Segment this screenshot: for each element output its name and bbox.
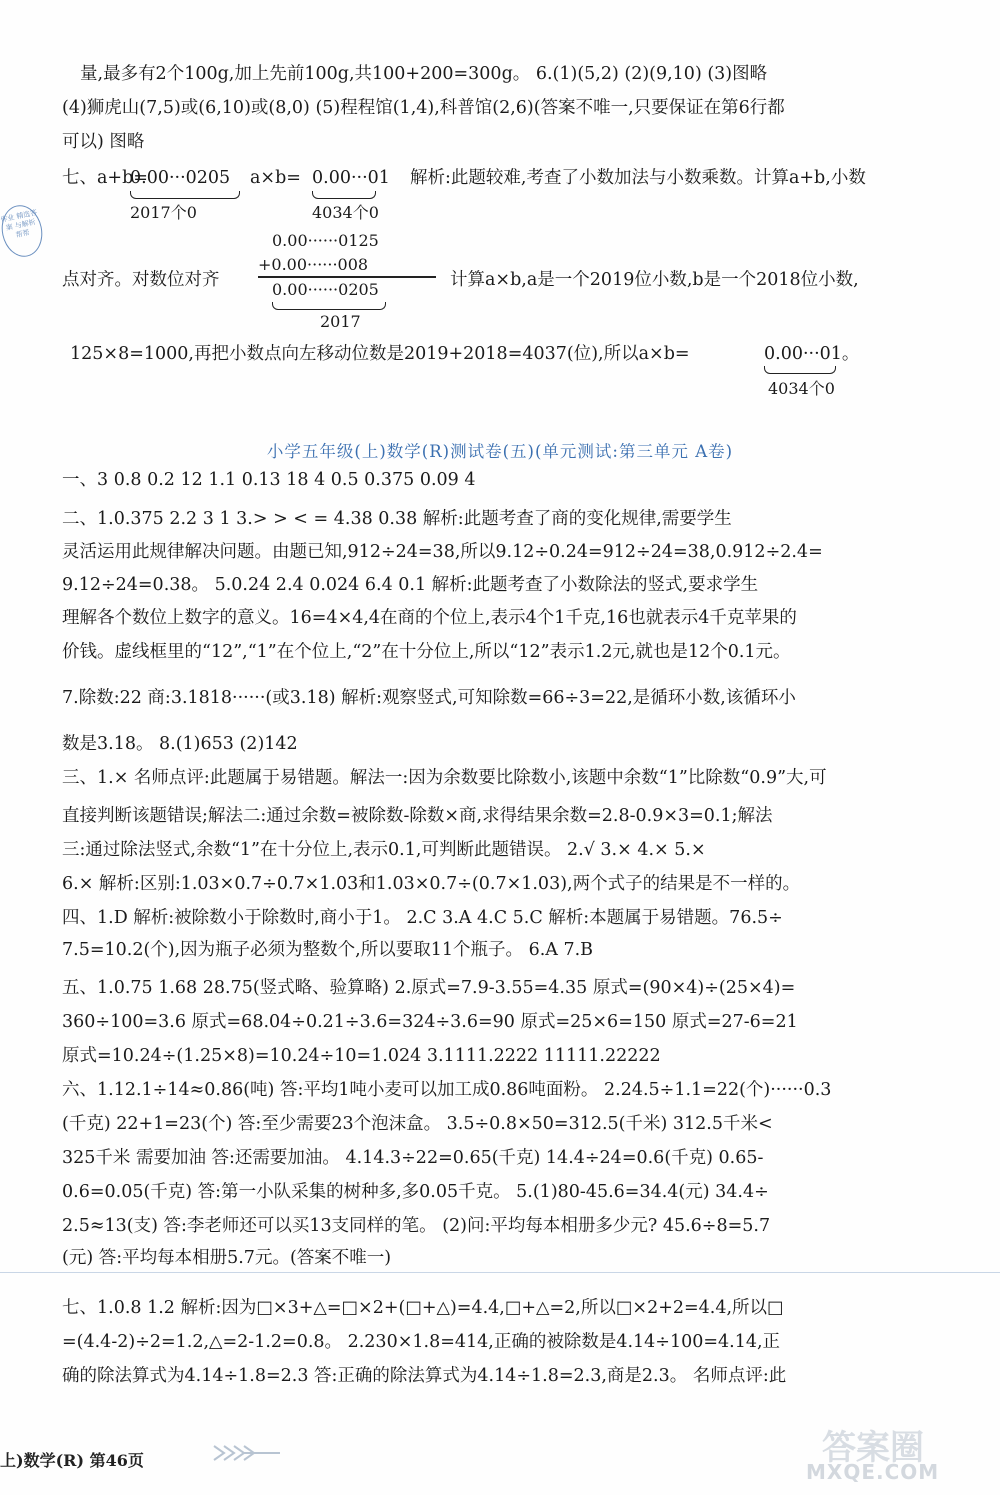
vertical-row-1: 0.00······0125 (272, 231, 379, 250)
answer-line-25: =(4.4-2)÷2=1.2,△=2-1.2=0.8。 2.230×1.8=414,正确的被除数是4.14÷100=4.14,正 (62, 1332, 781, 1352)
answer-line-11: 三:通过除法竖式,余数“1”在十分位上,表示0.1,可判断此题错误。 2.√ 3.× 4.× 5.× (62, 840, 706, 860)
vertical-sum-rule (258, 276, 436, 278)
answer-line-4: 9.12÷24=0.38。 5.0.24 2.4 0.024 6.4 0.1 解析:此题考查了小数除法的竖式,要求学生 (62, 575, 759, 595)
underbrace-sum (130, 191, 240, 199)
underbrace-product (312, 191, 376, 199)
answer-line-19: (千克) 22+1=23(个) 答:至少需要23个泡沫盒。 3.5÷0.8×50=312.5(千米) 312.5千米< (62, 1114, 773, 1134)
sum-zero-count: 2017个0 (130, 203, 197, 222)
product-result: 0.00···01 (312, 168, 390, 188)
answer-line-6: 价钱。虚线框里的“12”,“1”在个位上,“2”在十分位上,所以“12”表示1.2元,就也是12个0.1元。 (62, 642, 791, 662)
answer-line-3: 灵活运用此规律解决问题。由题已知,912÷24=38,所以9.12÷0.24=912÷24=38,0.912÷2.4= (62, 542, 823, 562)
seven-a-plus-b: 七、a+b= (62, 168, 148, 188)
final-zero-count: 4034个0 (768, 379, 835, 398)
line-5b: 计算a×b,a是一个2019位小数,b是一个2018位小数, (450, 270, 859, 290)
page-footer: 上)数学(R) 第46页 (0, 1451, 144, 1470)
vertical-row-2: +0.00······008 (258, 255, 369, 274)
answer-line-2: 二、1.0.375 2.2 3 1 3.> > < = 4.38 0.38 解析:此题考查了商的变化规律,需要学生 (62, 509, 732, 529)
underbrace-final (764, 366, 836, 374)
answer-line-18: 六、1.12.1÷14≈0.86(吨) 答:平均1吨小麦可以加工成0.86吨面粉。 2.24.5÷1.1=22(个)······0.3 (62, 1080, 832, 1100)
answer-line-26: 确的除法算式为4.14÷1.8=2.3 答:正确的除法算式为4.14÷1.8=2.3,商是2.3。 名师点评:此 (62, 1366, 787, 1386)
answer-line-20: 325千米 需要加油 答:还需要加油。 4.14.3÷22=0.65(千克) 14.4÷24=0.6(千克) 0.65- (62, 1148, 764, 1168)
section-divider (0, 1272, 1000, 1273)
answer-line-7: 7.除数:22 商:3.1818······(或3.18) 解析:观察竖式,可知除数=66÷3=22,是循环小数,该循环小 (62, 688, 796, 708)
answer-line-9: 三、1.× 名师点评:此题属于易错题。解法一:因为余数要比除数小,该题中余数“1”比除数“0.9”大,可 (62, 768, 827, 788)
line-3: 可以) 图略 (62, 132, 145, 152)
answer-line-23: (元) 答:平均每本相册5.7元。(答案不唯一) (62, 1248, 392, 1268)
answer-line-15: 五、1.0.75 1.68 28.75(竖式略、验算略) 2.原式=7.9-3.55=4.35 原式=(90×4)÷(25×4)= (62, 978, 796, 998)
answer-line-1: 一、3 0.8 0.2 12 1.1 0.13 18 4 0.5 0.375 0.09 4 (62, 470, 476, 490)
answer-line-14: 7.5=10.2(个),因为瓶子必须为整数个,所以要取11个瓶子。 6.A 7.B (62, 940, 594, 960)
line-2: (4)狮虎山(7,5)或(6,10)或(8,0) (5)程程馆(1,4),科普馆(2,6)(答案不唯一,只要保证在第6行都 (62, 98, 785, 118)
answer-line-5: 理解各个数位上数字的意义。16=4×4,4在商的个位上,表示4个1千克,16也就表示4千克苹果的 (62, 608, 797, 628)
vertical-row-3: 0.00······0205 (272, 280, 379, 299)
product-zero-count: 4034个0 (312, 203, 379, 222)
answer-line-24: 七、1.0.8 1.2 解析:因为□×3+△=□×2+(□+△)=4.4,□+△=2,所以□×2+2=4.4,所以□ (62, 1298, 784, 1318)
answer-line-12: 6.× 解析:区别:1.03×0.7÷0.7×1.03和1.03×0.7÷(0.7×1.03),两个式子的结果是不一样的。 (62, 874, 801, 894)
answer-line-22: 2.5≈13(支) 答:李老师还可以买13支同样的笔。 (2)问:平均每本相册多少元? 45.6÷8=5.7 (62, 1216, 771, 1236)
watermark-url: MXQE.COM (806, 1460, 940, 1484)
watermark-logo: 答案圈 (822, 1428, 924, 1468)
line-6b: 0.00···01。 (764, 344, 860, 364)
vertical-zero-count: 2017 (320, 312, 361, 331)
line-6a: 125×8=1000,再把小数点向左移动位数是2019+2018=4037(位),所以a×b= (70, 344, 690, 364)
stamp-logo: 作业 精选答案 与解析 帮帮 (0, 201, 47, 260)
answer-line-13: 四、1.D 解析:被除数小于除数时,商小于1。 2.C 3.A 4.C 5.C 解析:本题属于易错题。76.5÷ (62, 908, 783, 928)
seven-a-times-b: a×b= (250, 168, 301, 188)
answer-line-10: 直接判断该题错误;解法二:通过余数=被除数-除数×商,求得结果余数=2.8-0.9×3=0.1;解法 (62, 806, 773, 826)
line-5a: 点对齐。对数位对齐 (62, 270, 220, 290)
answer-line-21: 0.6=0.05(千克) 答:第一小队采集的树种多,多0.05千克。 5.(1)80-45.6=34.4(元) 34.4÷ (62, 1182, 769, 1202)
answer-line-17: 原式=10.24÷(1.25×8)=10.24÷10=1.024 3.1111.2222 11111.22222 (62, 1046, 661, 1066)
line-1: 量,最多有2个100g,加上先前100g,共100+200=300g。 6.(1)(5,2) (2)(9,10) (3)图略 (80, 64, 768, 84)
chevron-arrows-icon (212, 1440, 282, 1466)
section-title: 小学五年级(上)数学(R)测试卷(五)(单元测试:第三单元 A卷) (266, 442, 734, 461)
seven-analysis: 解析:此题较难,考查了小数加法与小数乘数。计算a+b,小数 (410, 168, 866, 188)
underbrace-vertical (272, 302, 386, 310)
answer-line-8: 数是3.18。 8.(1)653 (2)142 (62, 734, 298, 754)
answer-line-16: 360÷100=3.6 原式=68.04÷0.21÷3.6=324÷3.6=90 原式=25×6=150 原式=27-6=21 (62, 1012, 798, 1032)
sum-result: 0.00···0205 (130, 168, 231, 188)
